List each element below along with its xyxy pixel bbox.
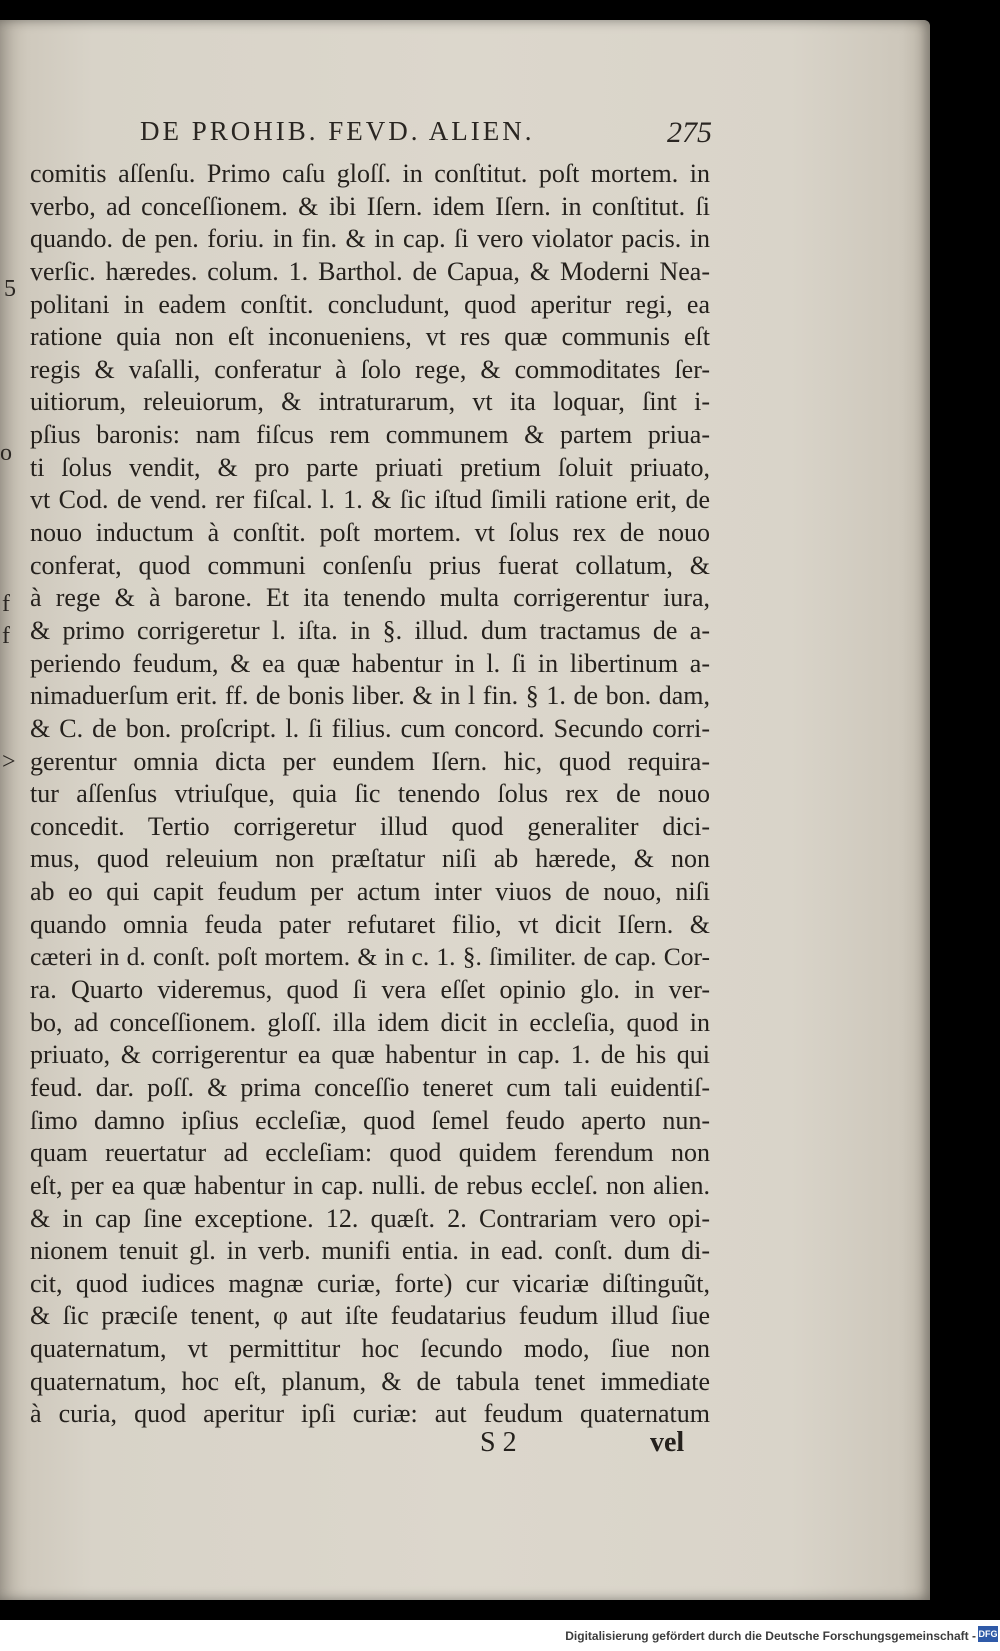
text-line: quaternatum, vt permittitur hoc ſecundo modo, ſiue non xyxy=(30,1334,710,1364)
book-page xyxy=(0,20,930,1600)
text-line: quaternatum, hoc eſt, planum, & de tabula tenet immediate xyxy=(30,1366,710,1396)
running-title: DE PROHIB. FEVD. ALIEN. xyxy=(140,116,535,146)
signature-mark: S 2 xyxy=(480,1427,517,1458)
text-line: pſius baronis: nam fiſcus rem communem & partem priua- xyxy=(30,420,710,450)
text-line: cæteri in d. conſt. poſt mortem. & in c. 1. §. ſimiliter. de cap. Cor- xyxy=(30,942,710,972)
margin-mark: o xyxy=(0,440,12,466)
text-line: à curia, quod aperitur ipſi curiæ: aut feudum quaternatum xyxy=(30,1399,710,1429)
text-line: ab eo qui capit feudum per actum inter viuos de nouo, niſi xyxy=(30,877,710,907)
text-line: gerentur omnia dicta per eundem Iſern. hic, quod requira- xyxy=(30,746,710,776)
text-line: ſimo damno ipſius eccleſiæ, quod ſemel feudo aperto nun- xyxy=(30,1105,710,1135)
text-line: nimaduerſum erit. ff. de bonis liber. & in l fin. § 1. de bon. dam, xyxy=(30,681,710,711)
text-line: nionem tenuit gl. in verb. munifi entia. in ead. conſt. dum di- xyxy=(30,1236,710,1266)
catchword-line xyxy=(470,1427,710,1463)
text-line: conferat, quod communi conſenſu prius fuerat collatum, & xyxy=(30,550,710,580)
text-line: ti ſolus vendit, & pro parte priuati pretium ſoluit priuato, xyxy=(30,452,710,482)
margin-mark: f xyxy=(2,591,10,617)
page-number: 275 xyxy=(667,116,712,149)
dfg-logo-icon: DFG xyxy=(978,1626,998,1642)
footer-bar xyxy=(0,1620,1000,1651)
text-line: quando. de pen. foriu. in fin. & in cap. ſi vero violator pacis. in xyxy=(30,224,710,254)
text-line: regis & vaſalli, conferatur à ſolo rege, & commoditates ſer- xyxy=(30,354,710,384)
text-line: periendo feudum, & ea quæ habentur in l. ſi in libertinum a- xyxy=(30,648,710,678)
text-line: bo, ad conceſſionem. gloſſ. illa idem dicit in eccleſia, quod in xyxy=(30,1007,710,1037)
text-line: cit, quod iudices magnæ curiæ, forte) cur vicariæ diſtinguũt, xyxy=(30,1268,710,1298)
text-line: priuato, & corrigerentur ea quæ habentur in cap. 1. de his qui xyxy=(30,1040,710,1070)
body-text xyxy=(30,158,710,1438)
margin-mark: > xyxy=(2,749,16,775)
text-line: comitis aſſenſu. Primo caſu gloſſ. in conſtitut. poſt mortem. in xyxy=(30,159,710,188)
text-line: & in cap ſine exceptione. 12. quæſt. 2. Contrariam vero opi- xyxy=(30,1203,710,1233)
text-line: & ſic præciſe tenent, φ aut iſte feudatarius feudum illud ſiue xyxy=(30,1301,710,1331)
text-line: quam reuertatur ad eccleſiam: quod quidem ferendum non xyxy=(30,1138,710,1168)
text-line: mus, quod releuium non præſtatur niſi ab hærede, & non xyxy=(30,844,710,874)
text-line: & primo corrigeretur l. iſta. in §. illud. dum tractamus de a- xyxy=(30,615,710,645)
catchword: vel xyxy=(650,1427,685,1458)
text-line: verbo, ad conceſſionem. & ibi Iſern. idem Iſern. in conſtitut. ſi xyxy=(30,191,710,221)
text-line: quando omnia feuda pater refutaret filio, vt dicit Iſern. & xyxy=(30,909,710,939)
margin-mark: f xyxy=(2,623,10,649)
text-line: tur aſſenſus vtriuſque, quia ſic tenendo ſolus rex de nouo xyxy=(30,779,710,809)
text-line: concedit. Tertio corrigeretur illud quod generaliter dici- xyxy=(30,811,710,841)
text-line: à rege & à barone. Et ita tenendo multa corrigerentur iura, xyxy=(30,583,710,613)
text-line: eſt, per ea quæ habentur in cap. nulli. de rebus eccleſ. non alien. xyxy=(30,1170,710,1200)
text-line: feud. dar. poſſ. & prima conceſſio teneret cum tali euidentiſ- xyxy=(30,1072,710,1102)
text-line: verſic. hæredes. colum. 1. Barthol. de Capua, & Moderni Nea- xyxy=(30,256,710,286)
funding-credit: Digitalisierung gefördert durch die Deutsche Forschungsgemeinschaft - xyxy=(565,1629,976,1643)
text-line: politani in eadem conſtit. concludunt, quod aperitur regi, ea xyxy=(30,289,710,319)
text-line: vt Cod. de vend. rer fiſcal. l. 1. & ſic iſtud ſimili ratione erit, de xyxy=(30,485,710,515)
text-line: nouo inductum à conſtit. poſt mortem. vt ſolus rex de nouo xyxy=(30,518,710,548)
text-line: ra. Quarto videremus, quod ſi vera eſſet opinio glo. in ver- xyxy=(30,975,710,1005)
margin-mark: 5 xyxy=(4,276,16,302)
text-line: & C. de bon. proſcript. l. ſi filius. cum concord. Secundo corri- xyxy=(30,713,710,743)
text-line: uitiorum, releuiorum, & intraturarum, vt ita loquar, ſint i- xyxy=(30,387,710,417)
text-line: ratione quia non eſt inconueniens, vt res quæ communis eſt xyxy=(30,322,710,352)
